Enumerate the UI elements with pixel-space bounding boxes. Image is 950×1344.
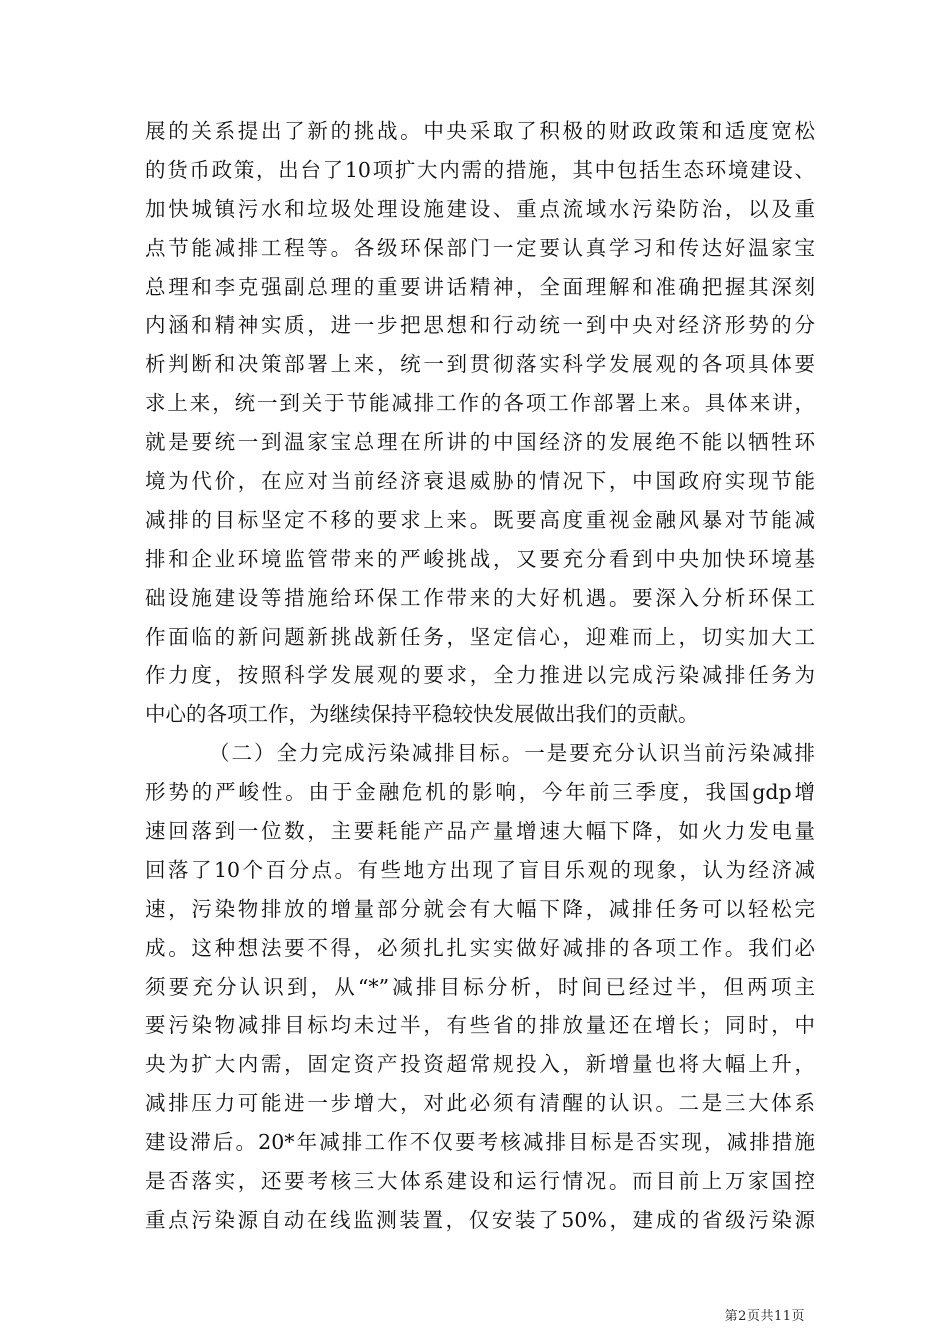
text-line: 速回落到一位数，主要耗能产品产量增速大幅下降，如火力发电量 — [145, 819, 815, 844]
text-line: 境为代价，在应对当前经济衰退威胁的情况下，中国政府实现节能 — [145, 469, 815, 494]
text-line: 析判断和决策部署上来，统一到贯彻落实科学发展观的各项具体要 — [145, 352, 815, 377]
text-line: 就是要统一到温家宝总理在所讲的中国经济的发展绝不能以牺牲环 — [145, 430, 815, 455]
text-line: 内涵和精神实质，进一步把思想和行动统一到中央对经济形势的分 — [145, 313, 815, 338]
text-line: 加快城镇污水和垃圾处理设施建设、重点流域水污染防治，以及重 — [145, 196, 815, 221]
text-line: 点节能减排工程等。各级环保部门一定要认真学习和传达好温家宝 — [145, 235, 815, 260]
text-line: 作力度，按照科学发展观的要求，全力推进以完成污染减排任务为 — [145, 663, 815, 688]
body-text — [145, 112, 815, 1240]
text-line: 求上来，统一到关于节能减排工作的各项工作部署上来。具体来讲， — [145, 391, 815, 416]
text-line: 是否落实，还要考核三大体系建设和运行情况。而目前上万家国控 — [145, 1169, 815, 1194]
text-line: 的货币政策，出台了10项扩大内需的措施，其中包括生态环境建设、 — [145, 157, 815, 182]
page-number-footer: 第2页共11页 — [724, 1309, 805, 1324]
text-line: 须要充分认识到，从“*”减排目标分析，时间已经过半，但两项主 — [145, 974, 815, 999]
text-line: 展的关系提出了新的挑战。中央采取了积极的财政政策和适度宽松 — [145, 119, 815, 143]
text-line: 回落了10个百分点。有些地方出现了盲目乐观的现象，认为经济减 — [145, 857, 815, 882]
text-line: 排和企业环境监管带来的严峻挑战，又要充分看到中央加快环境基 — [145, 546, 815, 571]
paragraph-last-line: 中心的各项工作，为继续保持平稳较快发展做出我们的贡献。 — [145, 702, 699, 727]
text-line: 央为扩大内需，固定资产投资超常规投入，新增量也将大幅上升， — [145, 1052, 815, 1077]
text-line: 重点污染源自动在线监测装置，仅安装了50%，建成的省级污染源 — [145, 1207, 815, 1232]
text-line: 要污染物减排目标均未过半，有些省的排放量还在增长；同时，中 — [145, 1013, 815, 1038]
text-line: 速，污染物排放的增量部分就会有大幅下降，减排任务可以轻松完 — [145, 896, 815, 921]
text-line: 形势的严峻性。由于金融危机的影响，今年前三季度，我国gdp增 — [145, 780, 815, 805]
text-line: 总理和李克强副总理的重要讲话精神，全面理解和准确把握其深刻 — [145, 274, 815, 299]
text-line: 成。这种想法要不得，必须扎扎实实做好减排的各项工作。我们必 — [145, 935, 815, 960]
text-line: 建设滞后。20*年减排工作不仅要考核减排目标是否实现，减排措施 — [145, 1130, 815, 1155]
text-line: 减排的目标坚定不移的要求上来。既要高度重视金融风暴对节能减 — [145, 507, 815, 532]
paragraph-first-line: （二）全力完成污染减排目标。一是要充分认识当前污染减排 — [209, 741, 815, 766]
text-line: 减排压力可能进一步增大，对此必须有清醒的认识。二是三大体系 — [145, 1091, 815, 1116]
text-line: 作面临的新问题新挑战新任务，坚定信心，迎难而上，切实加大工 — [145, 624, 815, 649]
text-line: 础设施建设等措施给环保工作带来的大好机遇。要深入分析环保工 — [145, 585, 815, 610]
